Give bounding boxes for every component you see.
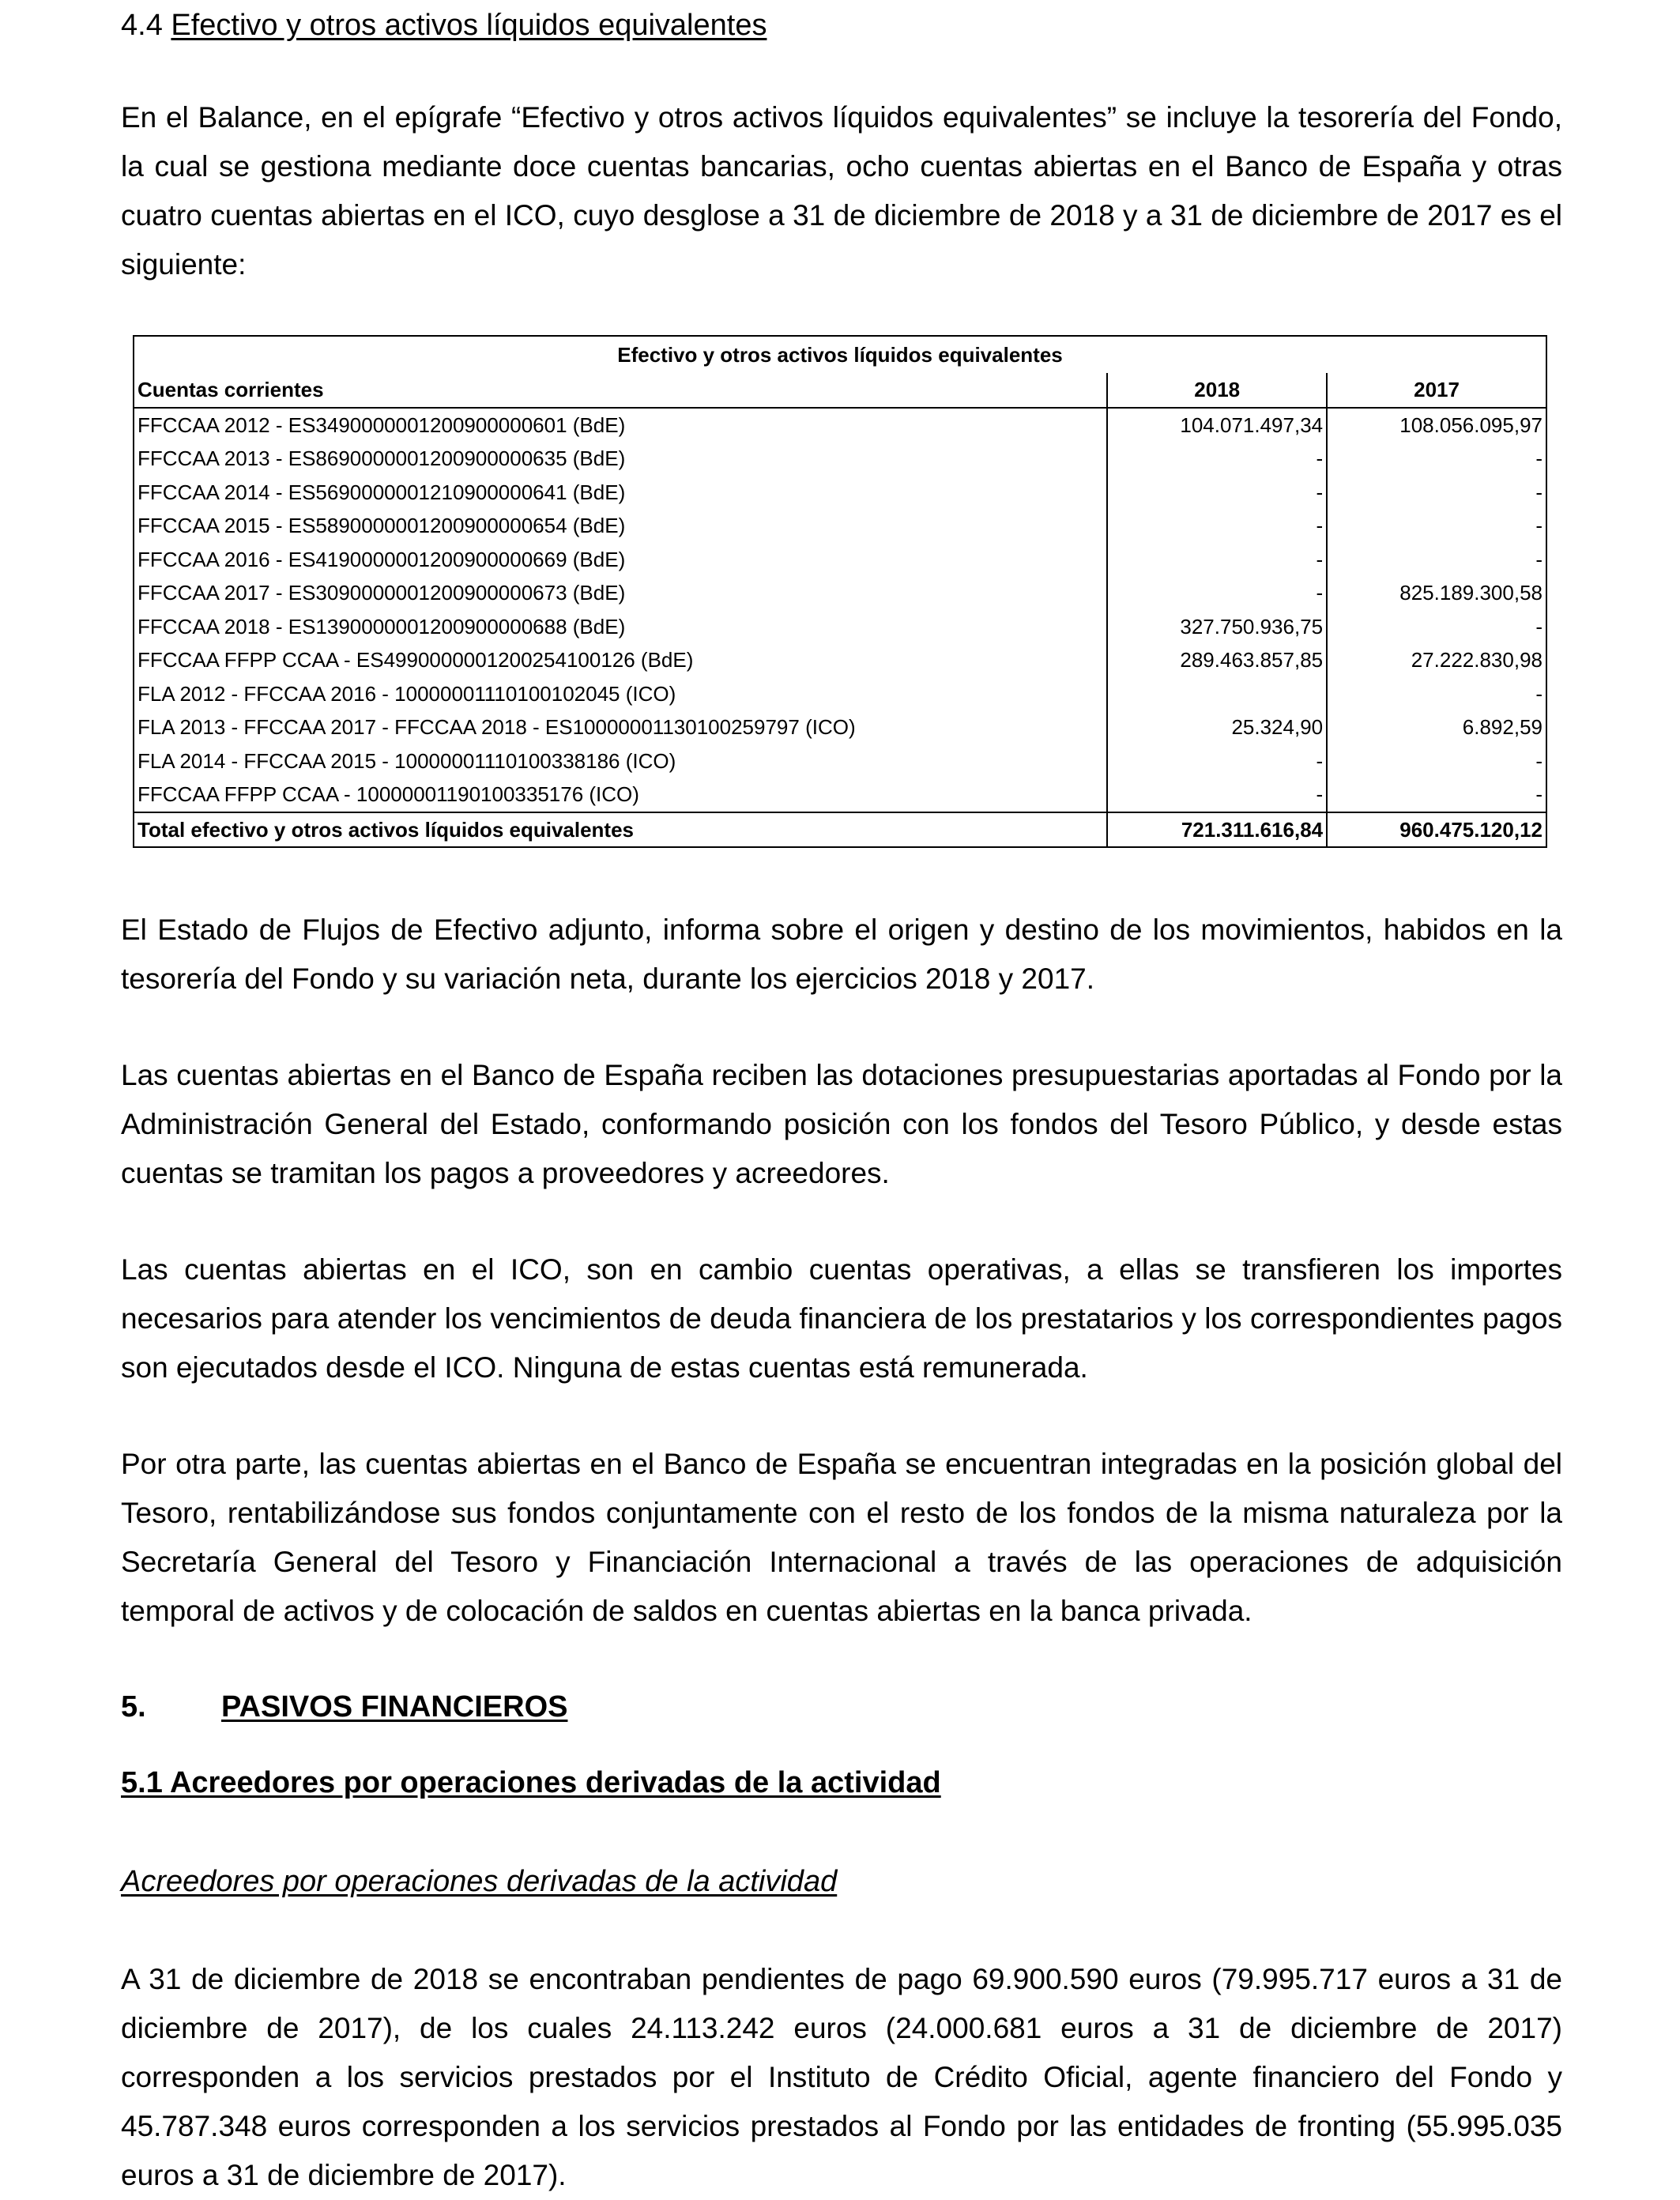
bde-accounts-paragraph: Las cuentas abiertas en el Banco de España reciben las dotaciones presupuestarias aportadas al Fondo por la Administración General del Estado, conformando posición con los fondos del Tesoro Público, y desde estas cuentas se tramitan los pagos a proveedores y acreedores. [121,1059,1562,1189]
row-account: FFCCAA FFPP CCAA - 10000001190100335176 (ICO) [134,778,1107,812]
row-value-2017: - [1535,782,1543,807]
row-value-2018: - [1107,442,1327,476]
row-account: FFCCAA 2016 - ES4190000001200900000669 (BdE) [134,543,1107,577]
section-5-1-heading [121,1762,941,1803]
total-2018: 721.311.616,84 [1107,812,1327,848]
total-label: Total efectivo y otros activos líquidos equivalentes [134,812,1107,848]
total-2017: 960.475.120,12 [1327,812,1546,848]
row-value-2017: - [1535,681,1543,706]
row-value-2017: - [1535,480,1543,504]
row-value-2018 [1107,677,1327,711]
table-title: Efectivo y otros activos líquidos equivalentes [134,336,1546,373]
intro-paragraph: En el Balance, en el epígrafe “Efectivo y otros activos líquidos equivalentes” se incluye la tesorería del Fondo, la cual se gestiona mediante doce cuentas bancarias, ocho cuentas abiertas en el Banco de España y otras cuatro cuentas abiertas en el ICO, cuyo desglose a 31 de diciembre de 2018 y a 31 de diciembre de 2017 es el siguiente: [121,101,1562,281]
row-account: FLA 2012 - FFCCAA 2016 - 10000001110100102045 (ICO) [134,677,1107,711]
table-row [134,509,1546,543]
table-row [134,744,1546,778]
row-value-2018: 327.750.936,75 [1107,610,1327,644]
ico-accounts-paragraph: Las cuentas abiertas en el ICO, son en cambio cuentas operativas, a ellas se transfieren los importes necesarios para atender los vencimientos de deuda financiera de los prestatarios y los correspondientes pagos son ejecutados desde el ICO. Ninguna de estas cuentas está remunerada. [121,1253,1562,1384]
row-value-2017: 108.056.095,97 [1399,412,1543,437]
treasury-position-paragraph: Por otra parte, las cuentas abiertas en el Banco de España se encuentran integradas en la posición global del Tesoro, rentabilizándose sus fondos conjuntamente con el resto de los fondos de la misma naturaleza por la Secretaría General del Tesoro y Financiación Internacional a través de las operaciones de adquisición temporal de activos y de colocación de saldos en cuentas abiertas en la banca privada. [121,1448,1562,1627]
cash-equivalents-table [133,335,1547,848]
row-value-2017: 825.189.300,58 [1399,581,1543,605]
row-value-2017: - [1535,547,1543,571]
header-2017: 2017 [1327,373,1546,408]
row-account: FFCCAA 2018 - ES1390000001200900000688 (BdE) [134,610,1107,644]
section-4-4-heading [121,5,767,46]
creditors-subheading [121,1861,837,1902]
row-value-2018: 25.324,90 [1107,710,1327,744]
table-row [134,610,1546,644]
section-5-1-title: 5.1 Acreedores por operaciones derivadas de la actividad [121,1766,941,1799]
section-5-number: 5. [121,1690,146,1723]
row-account: FLA 2013 - FFCCAA 2017 - FFCCAA 2018 - ES10000001130100259797 (ICO) [134,710,1107,744]
header-2018: 2018 [1107,373,1327,408]
row-value-2017: 27.222.830,98 [1411,648,1543,672]
row-value-2017: - [1535,514,1543,538]
row-value-2018: - [1107,509,1327,543]
table-header-row [134,373,1546,408]
creditors-subheading-text: Acreedores por operaciones derivadas de la actividad [121,1865,838,1898]
row-account: FFCCAA FFPP CCAA - ES4990000001200254100126 (BdE) [134,643,1107,677]
table-total-row [134,812,1546,848]
row-account: FFCCAA 2014 - ES5690000001210900000641 (BdE) [134,476,1107,510]
table-row [134,476,1546,510]
row-value-2018: 289.463.857,85 [1107,643,1327,677]
row-value-2018: - [1107,778,1327,812]
cash-flow-paragraph: El Estado de Flujos de Efectivo adjunto, informa sobre el origen y destino de los movimientos, habidos en la tesorería del Fondo y su variación neta, durante los ejercicios 2018 y 2017. [121,914,1562,995]
row-value-2017: - [1535,748,1543,773]
section-5-title: PASIVOS FINANCIEROS [221,1690,568,1723]
table-row [134,442,1546,476]
section-4-4-number: 4.4 [121,9,163,42]
creditors-paragraph: A 31 de diciembre de 2018 se encontraban pendientes de pago 69.900.590 euros (79.995.717 euros a 31 de diciembre de 2017), de los cuales 24.113.242 euros (24.000.681 euros a 31 de diciembre de 2017) corresponden a los servicios prestados por el Instituto de Crédito Oficial, agente financiero del Fondo y 45.787.348 euros corresponden a los servicios prestados al Fondo por las entidades de fronting (55.995.035 euros a 31 de diciembre de 2017). [121,1963,1562,2191]
row-account: FFCCAA 2017 - ES3090000001200900000673 (BdE) [134,576,1107,610]
row-value-2018: - [1107,576,1327,610]
row-account: FLA 2014 - FFCCAA 2015 - 10000001110100338186 (ICO) [134,744,1107,778]
table-row [134,408,1546,443]
header-accounts: Cuentas corrientes [134,373,1107,408]
table-row [134,643,1546,677]
row-value-2018: - [1107,543,1327,577]
table-title-row [134,336,1546,373]
row-account: FFCCAA 2015 - ES5890000001200900000654 (BdE) [134,509,1107,543]
row-account: FFCCAA 2012 - ES3490000001200900000601 (BdE) [134,408,1107,443]
section-4-4-title: Efectivo y otros activos líquidos equivalentes [171,9,767,42]
table-row [134,543,1546,577]
row-value-2018: 104.071.497,34 [1107,408,1327,443]
table-row [134,710,1546,744]
row-value-2017: 6.892,59 [1462,715,1543,740]
table-row [134,778,1546,812]
table-row [134,576,1546,610]
row-value-2017: - [1535,446,1543,471]
table-row [134,677,1546,711]
row-value-2018: - [1107,476,1327,510]
section-5-heading [121,1686,567,1727]
row-account: FFCCAA 2013 - ES8690000001200900000635 (BdE) [134,442,1107,476]
row-value-2017: - [1535,614,1543,639]
row-value-2018: - [1107,744,1327,778]
